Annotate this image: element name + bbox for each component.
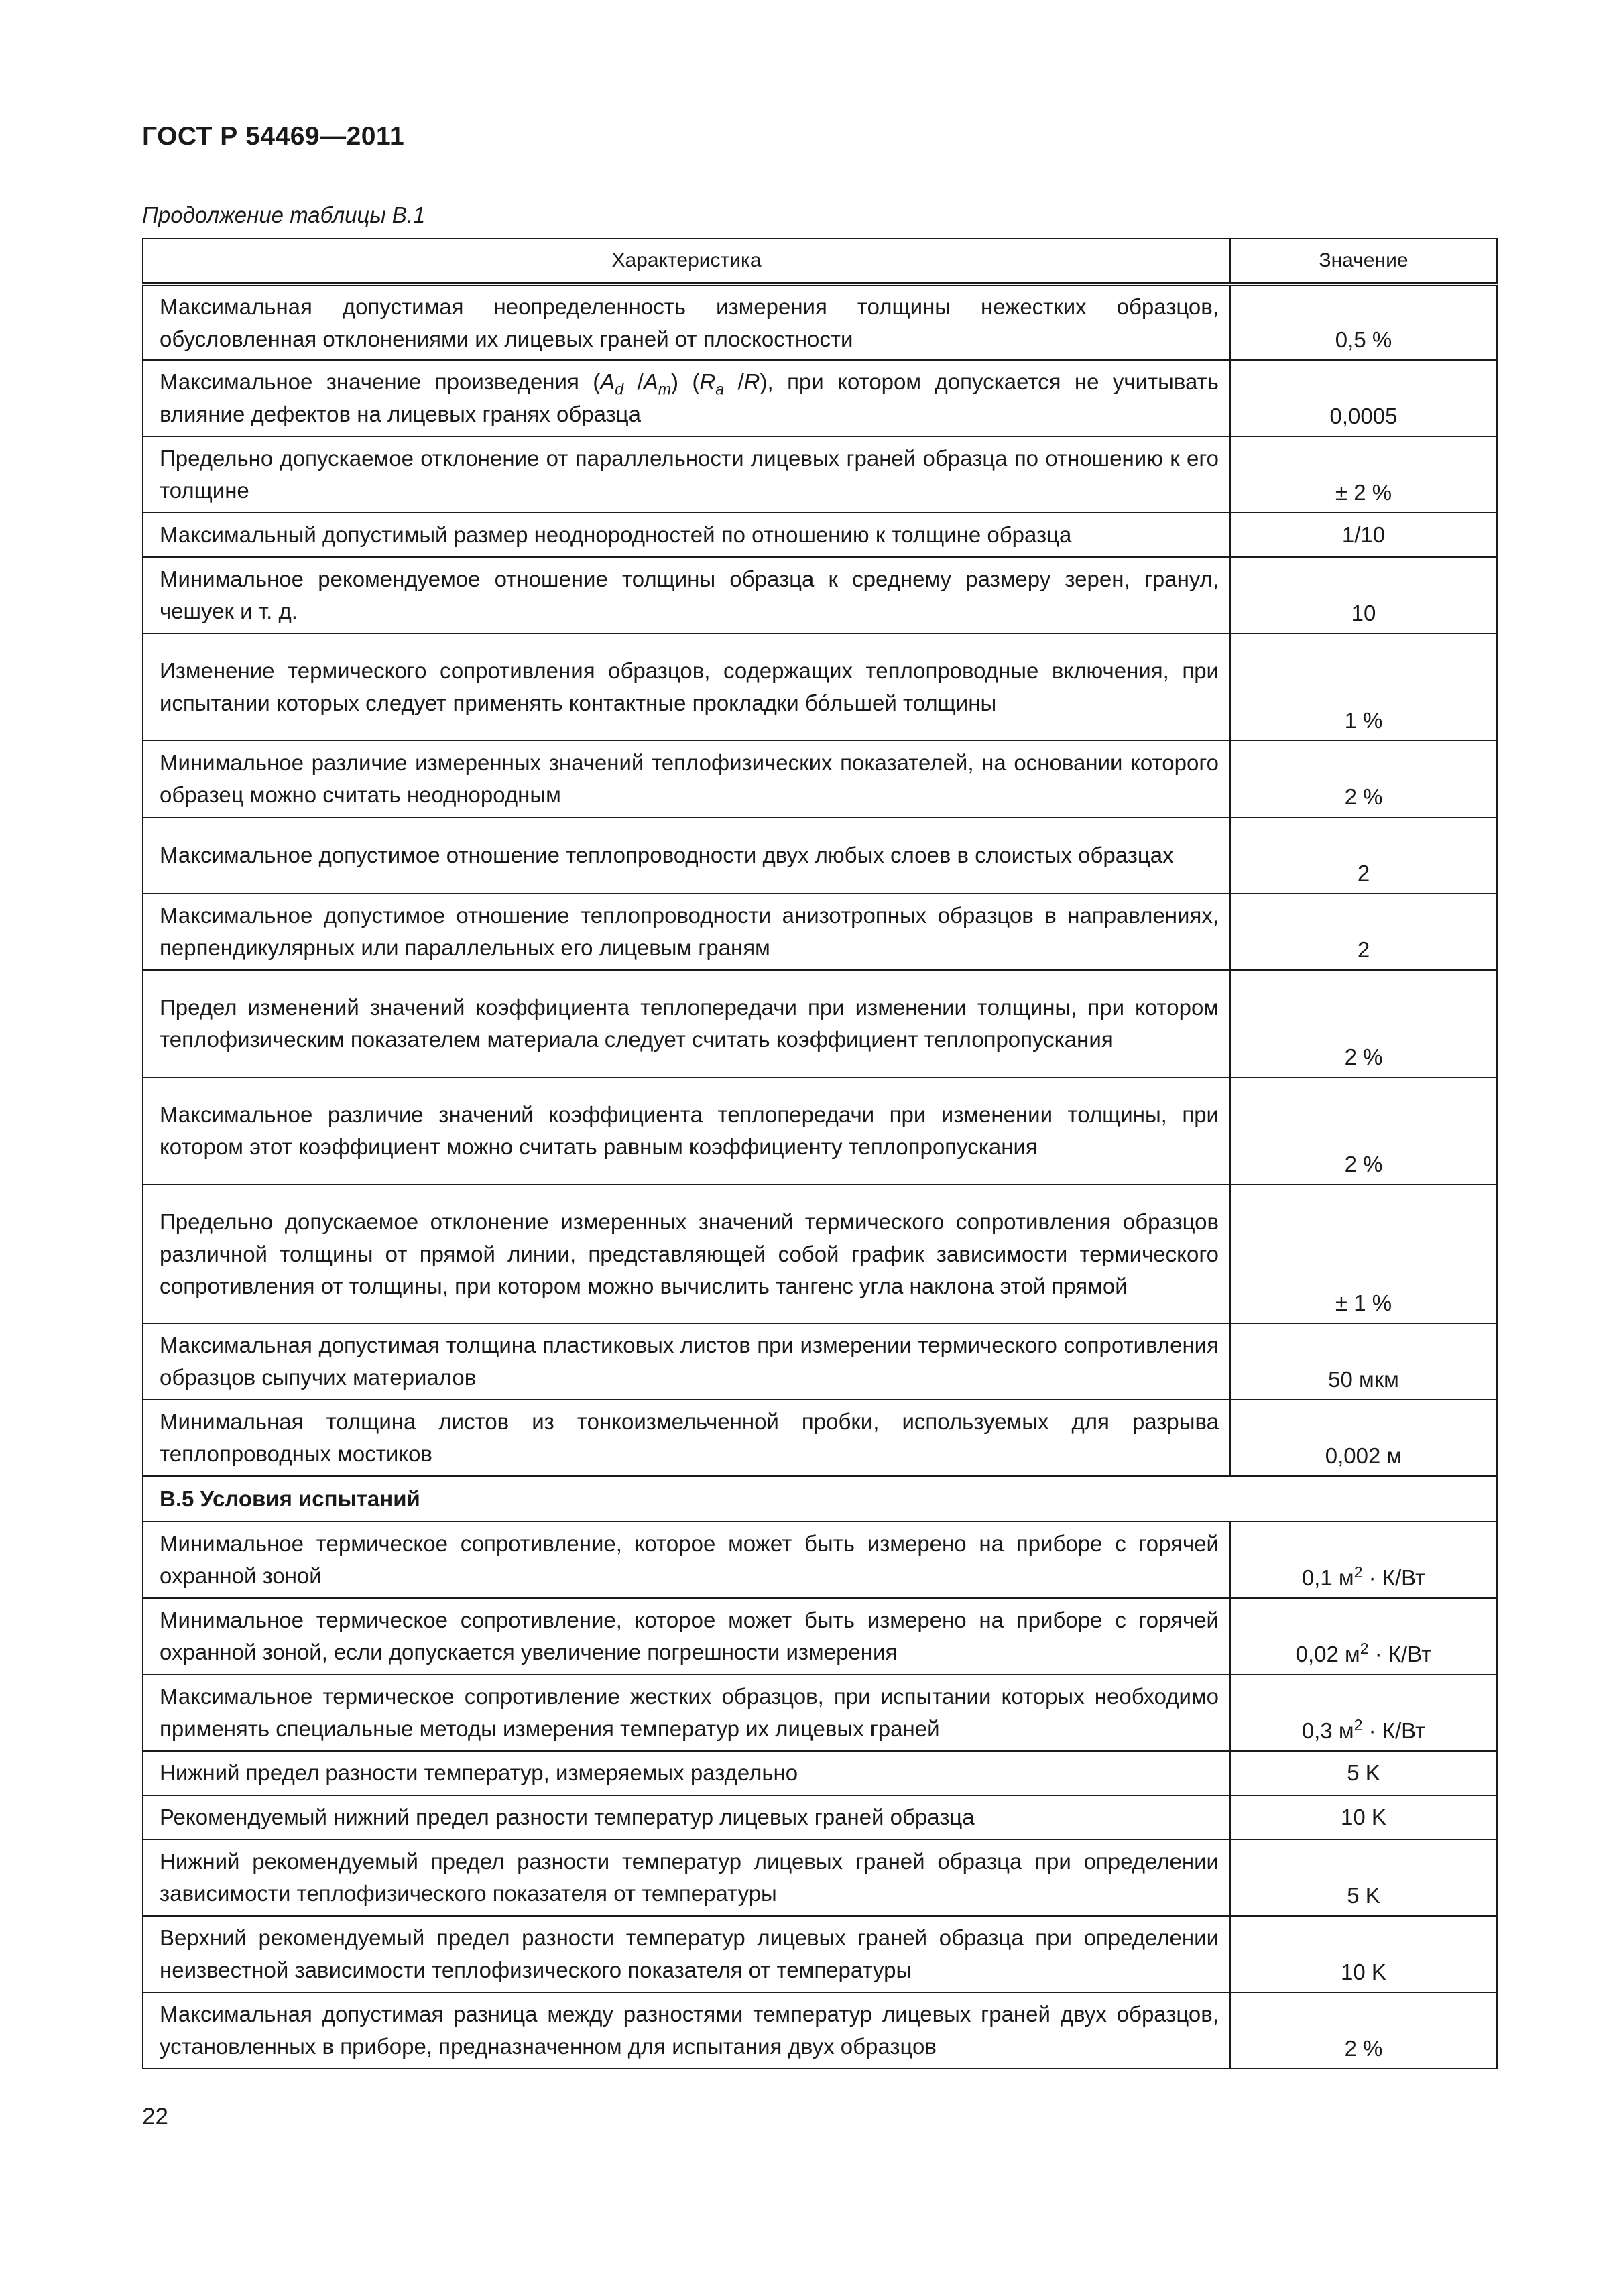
section-title: В.5 Условия испытаний bbox=[143, 1476, 1497, 1522]
row-characteristic: Минимальное термическое сопротивление, которое может быть измерено на приборе с горячей охранной зоной bbox=[143, 1522, 1230, 1598]
row-characteristic: Максимальная допустимая толщина пластиковых листов при измерении термического сопротивления образцов сыпучих материалов bbox=[143, 1323, 1230, 1400]
row-characteristic: Верхний рекомендуемый предел разности температур лицевых граней образца при определении неизвестной зависимости теплофизического показателя от температуры bbox=[143, 1916, 1230, 1992]
row-characteristic: Минимальное различие измеренных значений теплофизических показателей, на основании которого образец можно считать неоднородным bbox=[143, 741, 1230, 817]
table-row bbox=[143, 284, 1497, 360]
row-value: 2 % bbox=[1230, 1077, 1497, 1185]
row-value bbox=[1230, 1675, 1497, 1751]
table-row bbox=[143, 1992, 1497, 2069]
row-value: 1/10 bbox=[1230, 513, 1497, 557]
row-value: 2 bbox=[1230, 817, 1497, 894]
table-row bbox=[143, 970, 1497, 1077]
text-part: ), при котором допускается не учитывать влияние дефектов на лицевых гранях образца bbox=[160, 369, 1219, 426]
row-characteristic bbox=[143, 360, 1230, 436]
row-characteristic: Минимальное термическое сопротивление, которое может быть измерено на приборе с горячей охранной зоной, если допускается увеличение погрешности измерения bbox=[143, 1598, 1230, 1675]
row-characteristic: Максимальная допустимая неопределенность измерения толщины нежестких образцов, обусловленная отклонениями их лицевых граней от плоскостности bbox=[143, 284, 1230, 360]
row-value: 10 K bbox=[1230, 1916, 1497, 1992]
value-part: 0,3 м bbox=[1301, 1718, 1354, 1743]
symbol-area: A bbox=[600, 369, 615, 394]
table-row bbox=[143, 817, 1497, 894]
row-value: 10 K bbox=[1230, 1795, 1497, 1839]
table-row bbox=[143, 894, 1497, 970]
row-characteristic: Максимальный допустимый размер неоднородностей по отношению к толщине образца bbox=[143, 513, 1230, 557]
row-characteristic: Рекомендуемый нижний предел разности температур лицевых граней образца bbox=[143, 1795, 1230, 1839]
table-row bbox=[143, 741, 1497, 817]
table-row bbox=[143, 1751, 1497, 1795]
table-row bbox=[143, 1839, 1497, 1916]
text-part: ) ( bbox=[670, 369, 700, 394]
table-row bbox=[143, 1795, 1497, 1839]
document-header: ГОСТ Р 54469—2011 bbox=[142, 122, 405, 151]
row-value: 1 % bbox=[1230, 633, 1497, 741]
table-caption: Продолжение таблицы В.1 bbox=[142, 202, 426, 227]
table-row bbox=[143, 1185, 1497, 1323]
row-characteristic: Минимальное рекомендуемое отношение толщины образца к среднему размеру зерен, гранул, чешуек и т. д. bbox=[143, 557, 1230, 633]
table-row bbox=[143, 557, 1497, 633]
row-value: 0,0005 bbox=[1230, 360, 1497, 436]
value-part: · К/Вт bbox=[1362, 1718, 1426, 1743]
symbol-resistance: R bbox=[743, 369, 760, 394]
row-characteristic: Предельно допускаемое отклонение от параллельности лицевых граней образца по отношению к его толщине bbox=[143, 436, 1230, 513]
row-characteristic: Предел изменений значений коэффициента теплопередачи при изменении толщины, при котором теплофизическим показателем материала следует считать коэффициент теплопропускания bbox=[143, 970, 1230, 1077]
value-part: 0,1 м bbox=[1301, 1565, 1354, 1590]
row-characteristic: Нижний предел разности температур, измеряемых раздельно bbox=[143, 1751, 1230, 1795]
text-part: / bbox=[724, 369, 744, 394]
table-row bbox=[143, 1400, 1497, 1476]
row-value: 10 bbox=[1230, 557, 1497, 633]
symbol-resistance: R bbox=[699, 369, 716, 394]
symbol-area: A bbox=[643, 369, 658, 394]
row-characteristic: Максимальная допустимая разница между разностями температур лицевых граней двух образцов, установленных в приборе, предназначенном для испытания двух образцов bbox=[143, 1992, 1230, 2069]
row-characteristic: Изменение термического сопротивления образцов, содержащих теплопроводные включения, при испытании которых следует применять контактные прокладки бóльшей толщины bbox=[143, 633, 1230, 741]
table-row bbox=[143, 1522, 1497, 1598]
text-part: Максимальное значение произведения ( bbox=[160, 369, 601, 394]
row-characteristic: Минимальная толщина листов из тонкоизмельченной пробки, используемых для разрыва теплопроводных мостиков bbox=[143, 1400, 1230, 1476]
row-value: 5 K bbox=[1230, 1839, 1497, 1916]
table-row bbox=[143, 1598, 1497, 1675]
row-value bbox=[1230, 1522, 1497, 1598]
value-part: · К/Вт bbox=[1362, 1565, 1426, 1590]
row-value: ± 2 % bbox=[1230, 436, 1497, 513]
row-characteristic: Нижний рекомендуемый предел разности температур лицевых граней образца при определении зависимости теплофизического показателя от температуры bbox=[143, 1839, 1230, 1916]
subscript: d bbox=[615, 380, 624, 398]
value-part: 0,02 м bbox=[1295, 1642, 1360, 1667]
row-value: 2 % bbox=[1230, 1992, 1497, 2069]
row-value bbox=[1230, 1598, 1497, 1675]
table-header-row bbox=[143, 239, 1497, 284]
row-value: ± 1 % bbox=[1230, 1185, 1497, 1323]
superscript: 2 bbox=[1354, 1716, 1363, 1734]
row-value: 50 мкм bbox=[1230, 1323, 1497, 1400]
table-row bbox=[143, 1675, 1497, 1751]
table-row bbox=[143, 360, 1497, 436]
value-part: · К/Вт bbox=[1368, 1642, 1432, 1667]
subscript: m bbox=[658, 380, 671, 398]
table-row bbox=[143, 1077, 1497, 1185]
table-row bbox=[143, 513, 1497, 557]
row-value: 5 K bbox=[1230, 1751, 1497, 1795]
row-value: 0,002 м bbox=[1230, 1400, 1497, 1476]
row-characteristic: Максимальное термическое сопротивление жестких образцов, при испытании которых необходимо применять специальные методы измерения температур их лицевых граней bbox=[143, 1675, 1230, 1751]
column-header-value: Значение bbox=[1230, 239, 1497, 284]
table-row bbox=[143, 1916, 1497, 1992]
row-characteristic: Предельно допускаемое отклонение измеренных значений термического сопротивления образцов различной толщины от прямой линии, представляющей собой график зависимости термического сопротивления от толщины, при котором можно вычислить тангенс угла наклона этой прямой bbox=[143, 1185, 1230, 1323]
superscript: 2 bbox=[1354, 1563, 1363, 1581]
row-characteristic: Максимальное допустимое отношение теплопроводности анизотропных образцов в направлениях, перпендикулярных или параллельных его лицевым граням bbox=[143, 894, 1230, 970]
row-characteristic: Максимальное допустимое отношение теплопроводности двух любых слоев в слоистых образцах bbox=[143, 817, 1230, 894]
row-value: 2 bbox=[1230, 894, 1497, 970]
row-characteristic: Максимальное различие значений коэффициента теплопередачи при изменении толщины, при котором этот коэффициент можно считать равным коэффициенту теплопропускания bbox=[143, 1077, 1230, 1185]
characteristics-table bbox=[142, 238, 1498, 2069]
table-row bbox=[143, 633, 1497, 741]
table-row bbox=[143, 436, 1497, 513]
subscript: a bbox=[715, 380, 725, 398]
table-row bbox=[143, 1323, 1497, 1400]
superscript: 2 bbox=[1360, 1640, 1369, 1657]
page-number: 22 bbox=[142, 2104, 168, 2130]
section-row bbox=[143, 1476, 1497, 1522]
row-value: 2 % bbox=[1230, 970, 1497, 1077]
column-header-characteristic: Характеристика bbox=[143, 239, 1230, 284]
text-part: / bbox=[623, 369, 644, 394]
row-value: 2 % bbox=[1230, 741, 1497, 817]
row-value: 0,5 % bbox=[1230, 284, 1497, 360]
